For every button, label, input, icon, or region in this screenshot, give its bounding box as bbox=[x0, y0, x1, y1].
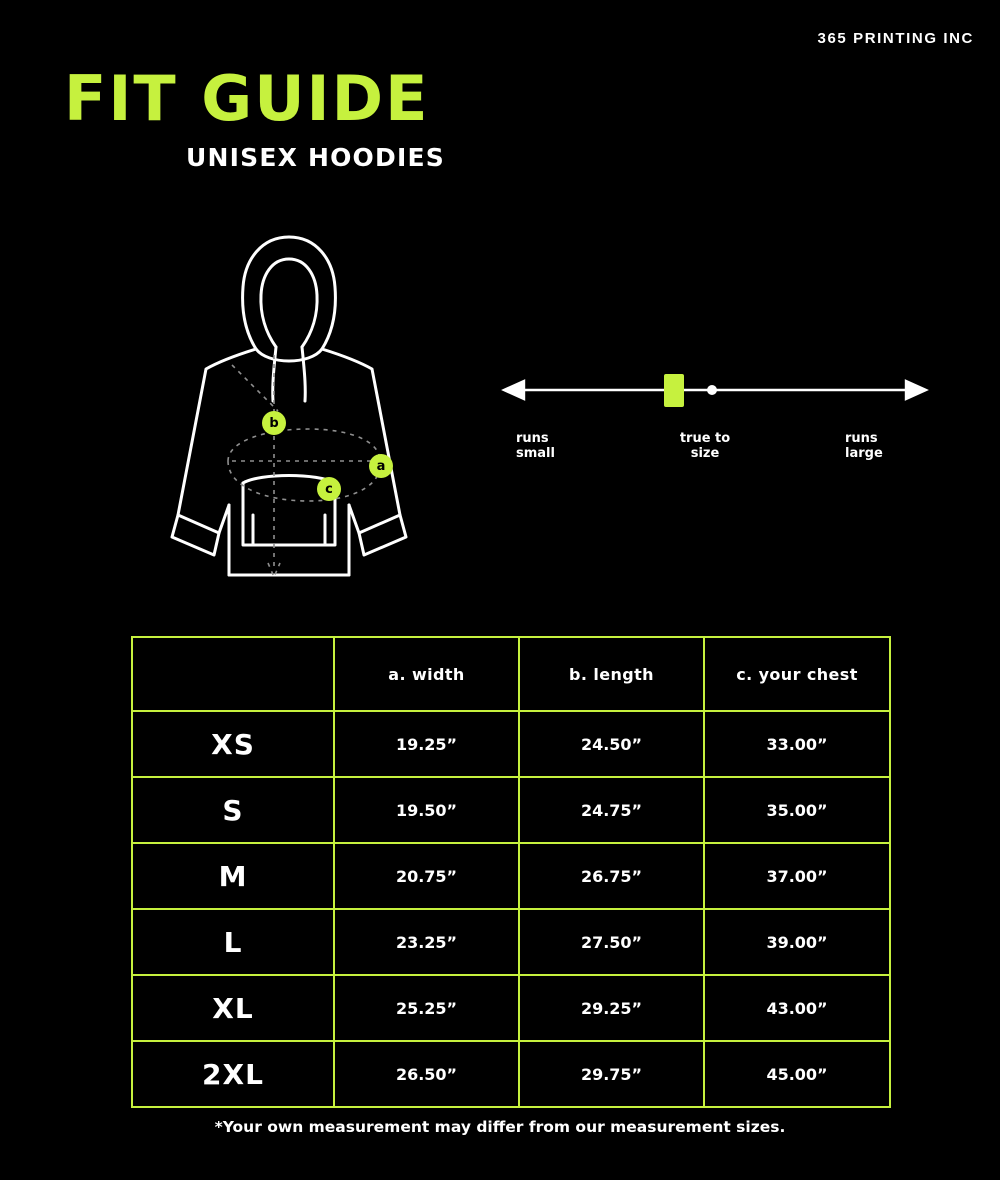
table-header-chest: c. your chest bbox=[704, 637, 890, 711]
scale-label-runs-large-line2: large bbox=[845, 445, 883, 461]
cell-width: 19.25” bbox=[334, 711, 519, 777]
cell-size: 2XL bbox=[132, 1041, 334, 1107]
cell-chest: 45.00” bbox=[704, 1041, 890, 1107]
table-header-length: b. length bbox=[519, 637, 704, 711]
scale-label-true-to-size bbox=[660, 432, 750, 462]
scale-label-runs-small-line1: runs bbox=[516, 431, 549, 446]
marker-c: c bbox=[317, 477, 341, 501]
size-table-wrapper bbox=[131, 636, 889, 1108]
cell-size: S bbox=[132, 777, 334, 843]
cell-width: 23.25” bbox=[334, 909, 519, 975]
marker-b: b bbox=[262, 411, 286, 435]
cell-length: 27.50” bbox=[519, 909, 704, 975]
table-row bbox=[132, 777, 890, 843]
cell-size: XL bbox=[132, 975, 334, 1041]
table-row bbox=[132, 909, 890, 975]
scale-label-runs-small-line2: small bbox=[516, 445, 555, 461]
cell-width: 25.25” bbox=[334, 975, 519, 1041]
scale-midpoint-dot bbox=[707, 385, 717, 395]
cell-length: 26.75” bbox=[519, 843, 704, 909]
cell-chest: 43.00” bbox=[704, 975, 890, 1041]
scale-label-true-to-size-line1: true to bbox=[679, 431, 731, 446]
scale-label-true-to-size-line2: size bbox=[690, 445, 720, 461]
cell-width: 20.75” bbox=[334, 843, 519, 909]
page-subtitle: UNISEX HOODIES bbox=[186, 143, 445, 172]
table-header-row bbox=[132, 637, 890, 711]
fit-indicator-marker bbox=[664, 374, 684, 407]
table-row bbox=[132, 975, 890, 1041]
page-title: FIT GUIDE bbox=[64, 62, 430, 135]
cell-chest: 39.00” bbox=[704, 909, 890, 975]
hoodie-illustration bbox=[80, 215, 500, 600]
size-table bbox=[131, 636, 891, 1108]
footnote: *Your own measurement may differ from our measurement sizes. bbox=[214, 1118, 786, 1136]
cell-size: M bbox=[132, 843, 334, 909]
brand-name: 365 PRINTING INC bbox=[817, 30, 974, 47]
cell-width: 19.50” bbox=[334, 777, 519, 843]
cell-length: 24.75” bbox=[519, 777, 704, 843]
fit-scale-axis bbox=[500, 360, 930, 420]
arrow-left-icon bbox=[504, 381, 524, 399]
table-row bbox=[132, 1041, 890, 1107]
table-header-size bbox=[132, 637, 334, 711]
scale-label-runs-large bbox=[845, 432, 883, 462]
hoodie-line-art bbox=[80, 215, 500, 600]
cell-length: 24.50” bbox=[519, 711, 704, 777]
table-header-width: a. width bbox=[334, 637, 519, 711]
cell-size: L bbox=[132, 909, 334, 975]
arrow-right-icon bbox=[906, 381, 926, 399]
fit-scale bbox=[500, 360, 930, 480]
scale-label-runs-small bbox=[516, 432, 555, 462]
cell-width: 26.50” bbox=[334, 1041, 519, 1107]
marker-a: a bbox=[369, 454, 393, 478]
cell-chest: 37.00” bbox=[704, 843, 890, 909]
cell-chest: 35.00” bbox=[704, 777, 890, 843]
table-row bbox=[132, 843, 890, 909]
cell-chest: 33.00” bbox=[704, 711, 890, 777]
table-row bbox=[132, 711, 890, 777]
cell-length: 29.25” bbox=[519, 975, 704, 1041]
cell-length: 29.75” bbox=[519, 1041, 704, 1107]
scale-label-runs-large-line1: runs bbox=[845, 431, 878, 446]
cell-size: XS bbox=[132, 711, 334, 777]
